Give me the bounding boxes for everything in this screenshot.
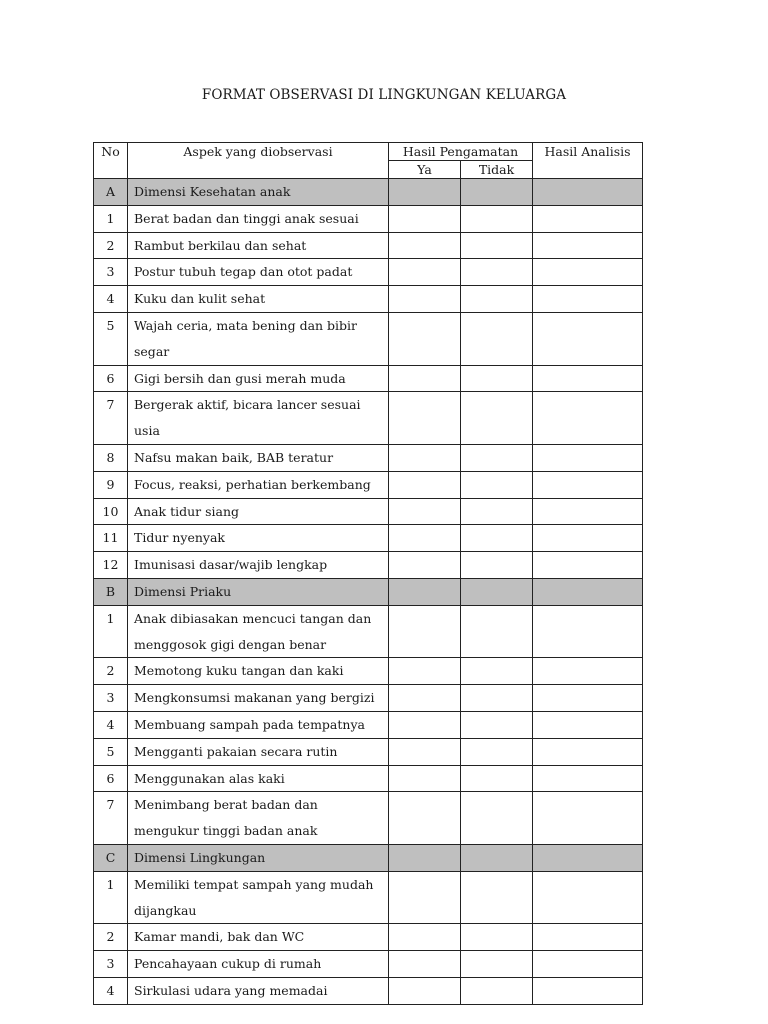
row-number: 12 [94, 552, 128, 579]
tidak-cell[interactable] [461, 365, 533, 392]
ya-cell[interactable] [389, 605, 461, 658]
row-aspect: Anak tidur siang [128, 498, 389, 525]
analisis-cell[interactable] [533, 312, 643, 365]
row-number: 5 [94, 312, 128, 365]
table-row [94, 205, 643, 232]
analisis-cell[interactable] [533, 552, 643, 579]
row-number: 3 [94, 951, 128, 978]
tidak-cell[interactable] [461, 259, 533, 286]
tidak-cell[interactable] [461, 871, 533, 924]
tidak-cell[interactable] [461, 977, 533, 1004]
table-row [94, 605, 643, 658]
tidak-cell[interactable] [461, 471, 533, 498]
row-aspect: Memiliki tempat sampah yang mudah dijangkau [128, 871, 389, 924]
ya-cell[interactable] [389, 924, 461, 951]
ya-cell[interactable] [389, 658, 461, 685]
row-number: 8 [94, 444, 128, 471]
section-tidak-cell [461, 179, 533, 206]
analisis-cell[interactable] [533, 286, 643, 313]
row-number: 2 [94, 232, 128, 259]
ya-cell[interactable] [389, 471, 461, 498]
analisis-cell[interactable] [533, 871, 643, 924]
ya-cell[interactable] [389, 392, 461, 445]
table-row [94, 232, 643, 259]
ya-cell[interactable] [389, 205, 461, 232]
row-aspect: Postur tubuh tegap dan otot padat [128, 259, 389, 286]
analisis-cell[interactable] [533, 205, 643, 232]
table-row [94, 871, 643, 924]
ya-cell[interactable] [389, 232, 461, 259]
row-aspect: Nafsu makan baik, BAB teratur [128, 444, 389, 471]
row-number: 2 [94, 924, 128, 951]
ya-cell[interactable] [389, 711, 461, 738]
tidak-cell[interactable] [461, 738, 533, 765]
section-code: A [94, 179, 128, 206]
table-row [94, 711, 643, 738]
analisis-cell[interactable] [533, 365, 643, 392]
row-aspect: Wajah ceria, mata bening dan bibir segar [128, 312, 389, 365]
tidak-cell[interactable] [461, 525, 533, 552]
row-aspect: Focus, reaksi, perhatian berkembang [128, 471, 389, 498]
row-number: 4 [94, 977, 128, 1004]
row-number: 1 [94, 605, 128, 658]
analisis-cell[interactable] [533, 525, 643, 552]
table-row [94, 552, 643, 579]
row-aspect: Membuang sampah pada tempatnya [128, 711, 389, 738]
ya-cell[interactable] [389, 259, 461, 286]
observation-table [93, 142, 643, 1005]
table-row [94, 685, 643, 712]
row-aspect: Mengkonsumsi makanan yang bergizi [128, 685, 389, 712]
row-number: 1 [94, 205, 128, 232]
header-no: No [94, 143, 128, 179]
ya-cell[interactable] [389, 365, 461, 392]
section-analisis-cell [533, 179, 643, 206]
row-aspect: Kamar mandi, bak dan WC [128, 924, 389, 951]
ya-cell[interactable] [389, 525, 461, 552]
table-row [94, 525, 643, 552]
section-analisis-cell [533, 844, 643, 871]
row-number: 5 [94, 738, 128, 765]
header-aspek: Aspek yang diobservasi [128, 143, 389, 179]
tidak-cell[interactable] [461, 685, 533, 712]
section-tidak-cell [461, 578, 533, 605]
section-code: C [94, 844, 128, 871]
analisis-cell[interactable] [533, 977, 643, 1004]
tidak-cell[interactable] [461, 498, 533, 525]
tidak-cell[interactable] [461, 605, 533, 658]
row-number: 1 [94, 871, 128, 924]
section-code: B [94, 578, 128, 605]
ya-cell[interactable] [389, 286, 461, 313]
tidak-cell[interactable] [461, 658, 533, 685]
ya-cell[interactable] [389, 685, 461, 712]
analisis-cell[interactable] [533, 392, 643, 445]
analisis-cell[interactable] [533, 924, 643, 951]
row-number: 3 [94, 259, 128, 286]
analisis-cell[interactable] [533, 951, 643, 978]
row-aspect: Memotong kuku tangan dan kaki [128, 658, 389, 685]
table-row [94, 498, 643, 525]
ya-cell[interactable] [389, 444, 461, 471]
table-row [94, 658, 643, 685]
ya-cell[interactable] [389, 951, 461, 978]
header-tidak: Tidak [461, 161, 533, 179]
table-row [94, 738, 643, 765]
tidak-cell[interactable] [461, 232, 533, 259]
tidak-cell[interactable] [461, 792, 533, 845]
row-aspect: Imunisasi dasar/wajib lengkap [128, 552, 389, 579]
tidak-cell[interactable] [461, 552, 533, 579]
table-row [94, 792, 643, 845]
header-hasil-analisis: Hasil Analisis [533, 143, 643, 179]
row-aspect: Tidur nyenyak [128, 525, 389, 552]
document-title: FORMAT OBSERVASI DI LINGKUNGAN KELUARGA [201, 87, 567, 103]
analisis-cell[interactable] [533, 232, 643, 259]
analisis-cell[interactable] [533, 658, 643, 685]
table-row [94, 392, 643, 445]
row-aspect: Kuku dan kulit sehat [128, 286, 389, 313]
ya-cell[interactable] [389, 977, 461, 1004]
ya-cell[interactable] [389, 871, 461, 924]
row-number: 6 [94, 365, 128, 392]
analisis-cell[interactable] [533, 792, 643, 845]
row-aspect: Menimbang berat badan dan mengukur tinggi badan anak [128, 792, 389, 845]
table-row [94, 924, 643, 951]
tidak-cell[interactable] [461, 951, 533, 978]
section-ya-cell [389, 844, 461, 871]
row-aspect: Pencahayaan cukup di rumah [128, 951, 389, 978]
analisis-cell[interactable] [533, 259, 643, 286]
section-title: Dimensi Lingkungan [128, 844, 389, 871]
tidak-cell[interactable] [461, 924, 533, 951]
ya-cell[interactable] [389, 312, 461, 365]
ya-cell[interactable] [389, 765, 461, 792]
table-row [94, 951, 643, 978]
table-row [94, 365, 643, 392]
section-row [94, 578, 643, 605]
row-number: 4 [94, 286, 128, 313]
tidak-cell[interactable] [461, 312, 533, 365]
section-row [94, 179, 643, 206]
row-aspect: Mengganti pakaian secara rutin [128, 738, 389, 765]
section-title: Dimensi Kesehatan anak [128, 179, 389, 206]
row-number: 9 [94, 471, 128, 498]
section-row [94, 844, 643, 871]
tidak-cell[interactable] [461, 444, 533, 471]
row-aspect: Rambut berkilau dan sehat [128, 232, 389, 259]
section-ya-cell [389, 179, 461, 206]
tidak-cell[interactable] [461, 205, 533, 232]
section-title: Dimensi Priaku [128, 578, 389, 605]
table-row [94, 444, 643, 471]
section-tidak-cell [461, 844, 533, 871]
analisis-cell[interactable] [533, 738, 643, 765]
section-ya-cell [389, 578, 461, 605]
row-aspect: Sirkulasi udara yang memadai [128, 977, 389, 1004]
row-number: 7 [94, 392, 128, 445]
table-body [94, 179, 643, 1005]
table-row [94, 312, 643, 365]
analisis-cell[interactable] [533, 685, 643, 712]
row-aspect: Anak dibiasakan mencuci tangan dan menggosok gigi dengan benar [128, 605, 389, 658]
analisis-cell[interactable] [533, 471, 643, 498]
row-aspect: Gigi bersih dan gusi merah muda [128, 365, 389, 392]
ya-cell[interactable] [389, 738, 461, 765]
row-number: 6 [94, 765, 128, 792]
section-analisis-cell [533, 578, 643, 605]
table-row [94, 286, 643, 313]
ya-cell[interactable] [389, 498, 461, 525]
table-row [94, 471, 643, 498]
analisis-cell[interactable] [533, 444, 643, 471]
ya-cell[interactable] [389, 552, 461, 579]
ya-cell[interactable] [389, 792, 461, 845]
table-row [94, 977, 643, 1004]
row-number: 4 [94, 711, 128, 738]
row-number: 3 [94, 685, 128, 712]
row-aspect: Bergerak aktif, bicara lancer sesuai usia [128, 392, 389, 445]
row-number: 10 [94, 498, 128, 525]
tidak-cell[interactable] [461, 286, 533, 313]
table-row [94, 765, 643, 792]
tidak-cell[interactable] [461, 392, 533, 445]
row-aspect: Menggunakan alas kaki [128, 765, 389, 792]
tidak-cell[interactable] [461, 765, 533, 792]
analisis-cell[interactable] [533, 605, 643, 658]
row-number: 7 [94, 792, 128, 845]
tidak-cell[interactable] [461, 711, 533, 738]
table-row [94, 259, 643, 286]
header-hasil-pengamatan: Hasil Pengamatan [389, 143, 533, 161]
analisis-cell[interactable] [533, 498, 643, 525]
analisis-cell[interactable] [533, 711, 643, 738]
row-number: 11 [94, 525, 128, 552]
row-number: 2 [94, 658, 128, 685]
header-ya: Ya [389, 161, 461, 179]
row-aspect: Berat badan dan tinggi anak sesuai [128, 205, 389, 232]
analisis-cell[interactable] [533, 765, 643, 792]
